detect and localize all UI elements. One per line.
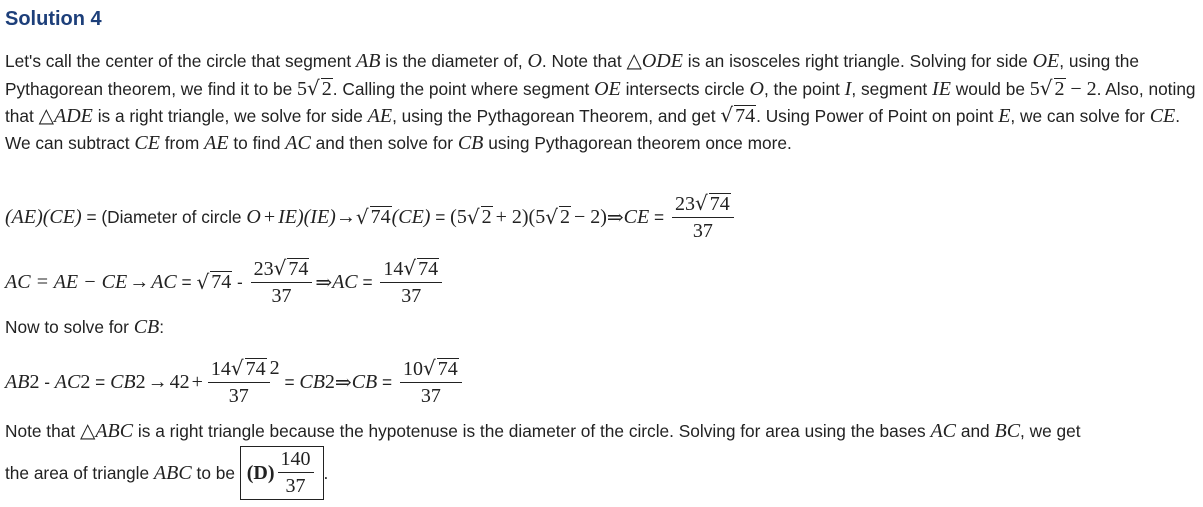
math-five: 5 xyxy=(297,77,308,100)
answer-choice: (D) xyxy=(246,461,275,484)
text: and xyxy=(960,421,990,441)
text: from xyxy=(164,132,200,153)
exponent: 2 xyxy=(269,356,280,379)
fraction-denominator: 37 xyxy=(692,219,713,242)
solution-heading: Solution 4 xyxy=(5,8,102,30)
text: , we can solve for xyxy=(1010,106,1145,126)
fraction-numerator xyxy=(251,255,313,283)
text: is a right triangle, we solve for side xyxy=(97,106,363,126)
text: . Also, noting that xyxy=(5,78,1196,126)
math-AC: AC xyxy=(54,370,81,393)
text: using Pythagorean theorem once more. xyxy=(488,132,792,153)
fraction-denominator: 37 xyxy=(401,284,422,307)
math-triangle-ABC: △ABC xyxy=(79,420,134,442)
math-five: 5 xyxy=(1029,77,1040,100)
math-triangle-ADE: △ADE xyxy=(38,105,93,127)
math-radicand: 74 xyxy=(735,105,756,127)
answer-box xyxy=(240,446,324,500)
arrow-icon: → xyxy=(147,370,168,393)
math-text: − 2) xyxy=(573,205,607,228)
sqrt-icon: √ xyxy=(545,205,558,229)
math-AC: AC xyxy=(332,270,358,293)
equals: = xyxy=(90,371,111,392)
math-O: O xyxy=(246,205,261,228)
equals: = xyxy=(430,206,451,227)
math-AB: AB xyxy=(5,370,30,393)
math-minus-two: − 2 xyxy=(1070,77,1097,100)
sqrt-icon: √ xyxy=(422,355,436,380)
sqrt-icon: √ xyxy=(230,355,244,380)
math-radicand: 74 xyxy=(245,357,266,380)
exponent: 2 xyxy=(29,370,40,393)
math-AC: AC xyxy=(151,270,177,293)
text: , using the Pythagorean Theorem, and get xyxy=(392,106,716,126)
exponent: 2 xyxy=(324,370,335,393)
sqrt-icon: √ xyxy=(355,205,369,229)
text: , segment xyxy=(851,78,928,99)
text: Note that xyxy=(5,421,76,441)
math-AE: AE xyxy=(367,105,393,127)
exponent: 2 xyxy=(179,370,190,393)
math-radicand: 2 xyxy=(321,77,332,100)
minus: - xyxy=(232,271,248,292)
fraction-denominator: 37 xyxy=(420,384,441,407)
math-AE: AE xyxy=(204,131,229,154)
fraction-denominator: 37 xyxy=(228,384,249,407)
arrow-icon: → xyxy=(335,205,356,228)
text: . Calling the point where segment xyxy=(332,78,590,99)
exponent: 2 xyxy=(80,370,91,393)
math-text: + 2)(5 xyxy=(495,205,546,228)
math-lhs: (AE)(CE) xyxy=(5,205,82,228)
plus: + xyxy=(191,370,203,393)
fraction xyxy=(672,190,734,242)
text: : xyxy=(159,317,165,337)
math-radicand: 2 xyxy=(559,206,570,228)
math-O: O xyxy=(749,77,764,100)
answer-line xyxy=(5,444,328,502)
fraction-numerator xyxy=(208,355,270,383)
math-radicand: 74 xyxy=(437,357,458,380)
sqrt-icon: √ xyxy=(694,190,708,215)
equation-cb xyxy=(5,355,465,407)
math-CE: (CE) xyxy=(391,205,431,228)
equals: = xyxy=(176,271,197,292)
text: . xyxy=(323,462,329,483)
math-CE: CE xyxy=(134,131,160,154)
math-CB: CB xyxy=(457,131,484,154)
equals: = xyxy=(357,271,378,292)
math-OE: OE xyxy=(594,77,621,100)
text: . Note that xyxy=(541,51,622,71)
math-radicand: 74 xyxy=(288,257,309,280)
equals: = xyxy=(279,371,300,392)
implies-icon: ⇒ xyxy=(315,271,333,294)
fraction-numerator: 140 xyxy=(278,449,314,473)
sqrt-icon: √ xyxy=(307,75,320,100)
math-AB: AB xyxy=(356,50,381,72)
fraction-denominator: 37 xyxy=(285,475,306,497)
text: would be xyxy=(955,78,1025,99)
math-OE: OE xyxy=(1032,50,1060,72)
text: intersects circle xyxy=(625,78,745,99)
text: Let's call the center of the circle that segment xyxy=(5,51,352,71)
math-CB: CB xyxy=(299,370,325,393)
text: is an isosceles right triangle. Solving for side xyxy=(687,51,1028,71)
text: is the diameter of, xyxy=(385,51,523,71)
minus: - xyxy=(39,371,55,392)
math-CB: CB xyxy=(351,370,378,393)
fraction-numerator xyxy=(672,190,734,218)
math-radicand: 2 xyxy=(481,206,492,228)
math-I: I xyxy=(844,77,852,100)
fraction xyxy=(208,355,270,407)
text: (Diameter of circle xyxy=(101,206,242,227)
math-IE: IE xyxy=(932,77,951,100)
math-text: AC = AE − CE xyxy=(5,270,128,293)
num-coef: 23 xyxy=(253,257,274,280)
sqrt-icon: √ xyxy=(403,255,417,280)
math-radicand: 74 xyxy=(370,206,391,228)
math-CE: CE xyxy=(623,205,650,228)
fraction xyxy=(278,449,314,497)
text: Now to solve for xyxy=(5,317,129,337)
math-radicand: 74 xyxy=(418,257,439,280)
text: to be xyxy=(196,462,235,483)
equation-power-of-point xyxy=(5,190,737,242)
num-coef: 23 xyxy=(674,192,695,215)
fraction-numerator xyxy=(400,355,462,383)
equals: = xyxy=(377,371,397,392)
math-radicand: 74 xyxy=(211,271,232,293)
solution-paragraph xyxy=(5,48,1197,156)
math-AC: AC xyxy=(285,131,311,154)
text: , using the Pythagorean theorem, we find it to be xyxy=(5,51,1140,99)
plus: + xyxy=(263,205,276,228)
text: and then solve for xyxy=(315,132,454,153)
text: to find xyxy=(233,132,281,153)
math-IE: IE)(IE) xyxy=(278,205,336,228)
text: . We can subtract xyxy=(5,106,1181,153)
sqrt-icon: √ xyxy=(1039,75,1053,100)
math-four: 4 xyxy=(169,370,180,393)
text: , the point xyxy=(763,78,840,99)
sqrt-icon: √ xyxy=(720,103,734,127)
math-O: O xyxy=(527,50,542,72)
fraction-denominator: 37 xyxy=(271,284,292,307)
math-CE: CE xyxy=(1149,105,1176,127)
note-line xyxy=(5,418,1200,443)
exponent: 2 xyxy=(135,370,146,393)
math-radicand: 2 xyxy=(1054,77,1065,100)
math-BC: BC xyxy=(994,420,1021,442)
sqrt-icon: √ xyxy=(466,205,480,229)
math-CB: CB xyxy=(133,316,160,338)
text: is a right triangle because the hypotenuse is the diameter of the circle. Solving for area using the bases xyxy=(137,421,926,441)
text: , we get xyxy=(1020,421,1081,441)
sqrt-icon: √ xyxy=(273,255,287,280)
equation-ac xyxy=(5,255,445,307)
math-triangle-ODE: △ODE xyxy=(626,50,683,72)
fraction xyxy=(251,255,313,307)
fraction xyxy=(380,255,442,307)
equals: = xyxy=(649,206,669,227)
fraction-numerator xyxy=(380,255,442,283)
fraction xyxy=(400,355,462,407)
math-E: E xyxy=(998,105,1011,127)
equals: = xyxy=(81,206,102,227)
implies-icon: ⇒ xyxy=(606,206,624,229)
math-ABC: ABC xyxy=(153,461,192,484)
now-solve-line xyxy=(5,316,164,339)
arrow-icon: → xyxy=(129,270,150,293)
text: . Using Power of Point on point xyxy=(756,106,994,126)
implies-icon: ⇒ xyxy=(334,371,352,394)
text: the area of triangle xyxy=(5,462,150,483)
num-coef: 10 xyxy=(402,357,423,380)
math-AC: AC xyxy=(930,420,957,442)
math-text: (5 xyxy=(450,205,467,228)
num-coef: 14 xyxy=(210,357,231,380)
math-radicand: 74 xyxy=(709,192,730,215)
num-coef: 14 xyxy=(383,257,404,280)
sqrt-icon: √ xyxy=(196,270,210,294)
math-CB: CB xyxy=(110,370,136,393)
